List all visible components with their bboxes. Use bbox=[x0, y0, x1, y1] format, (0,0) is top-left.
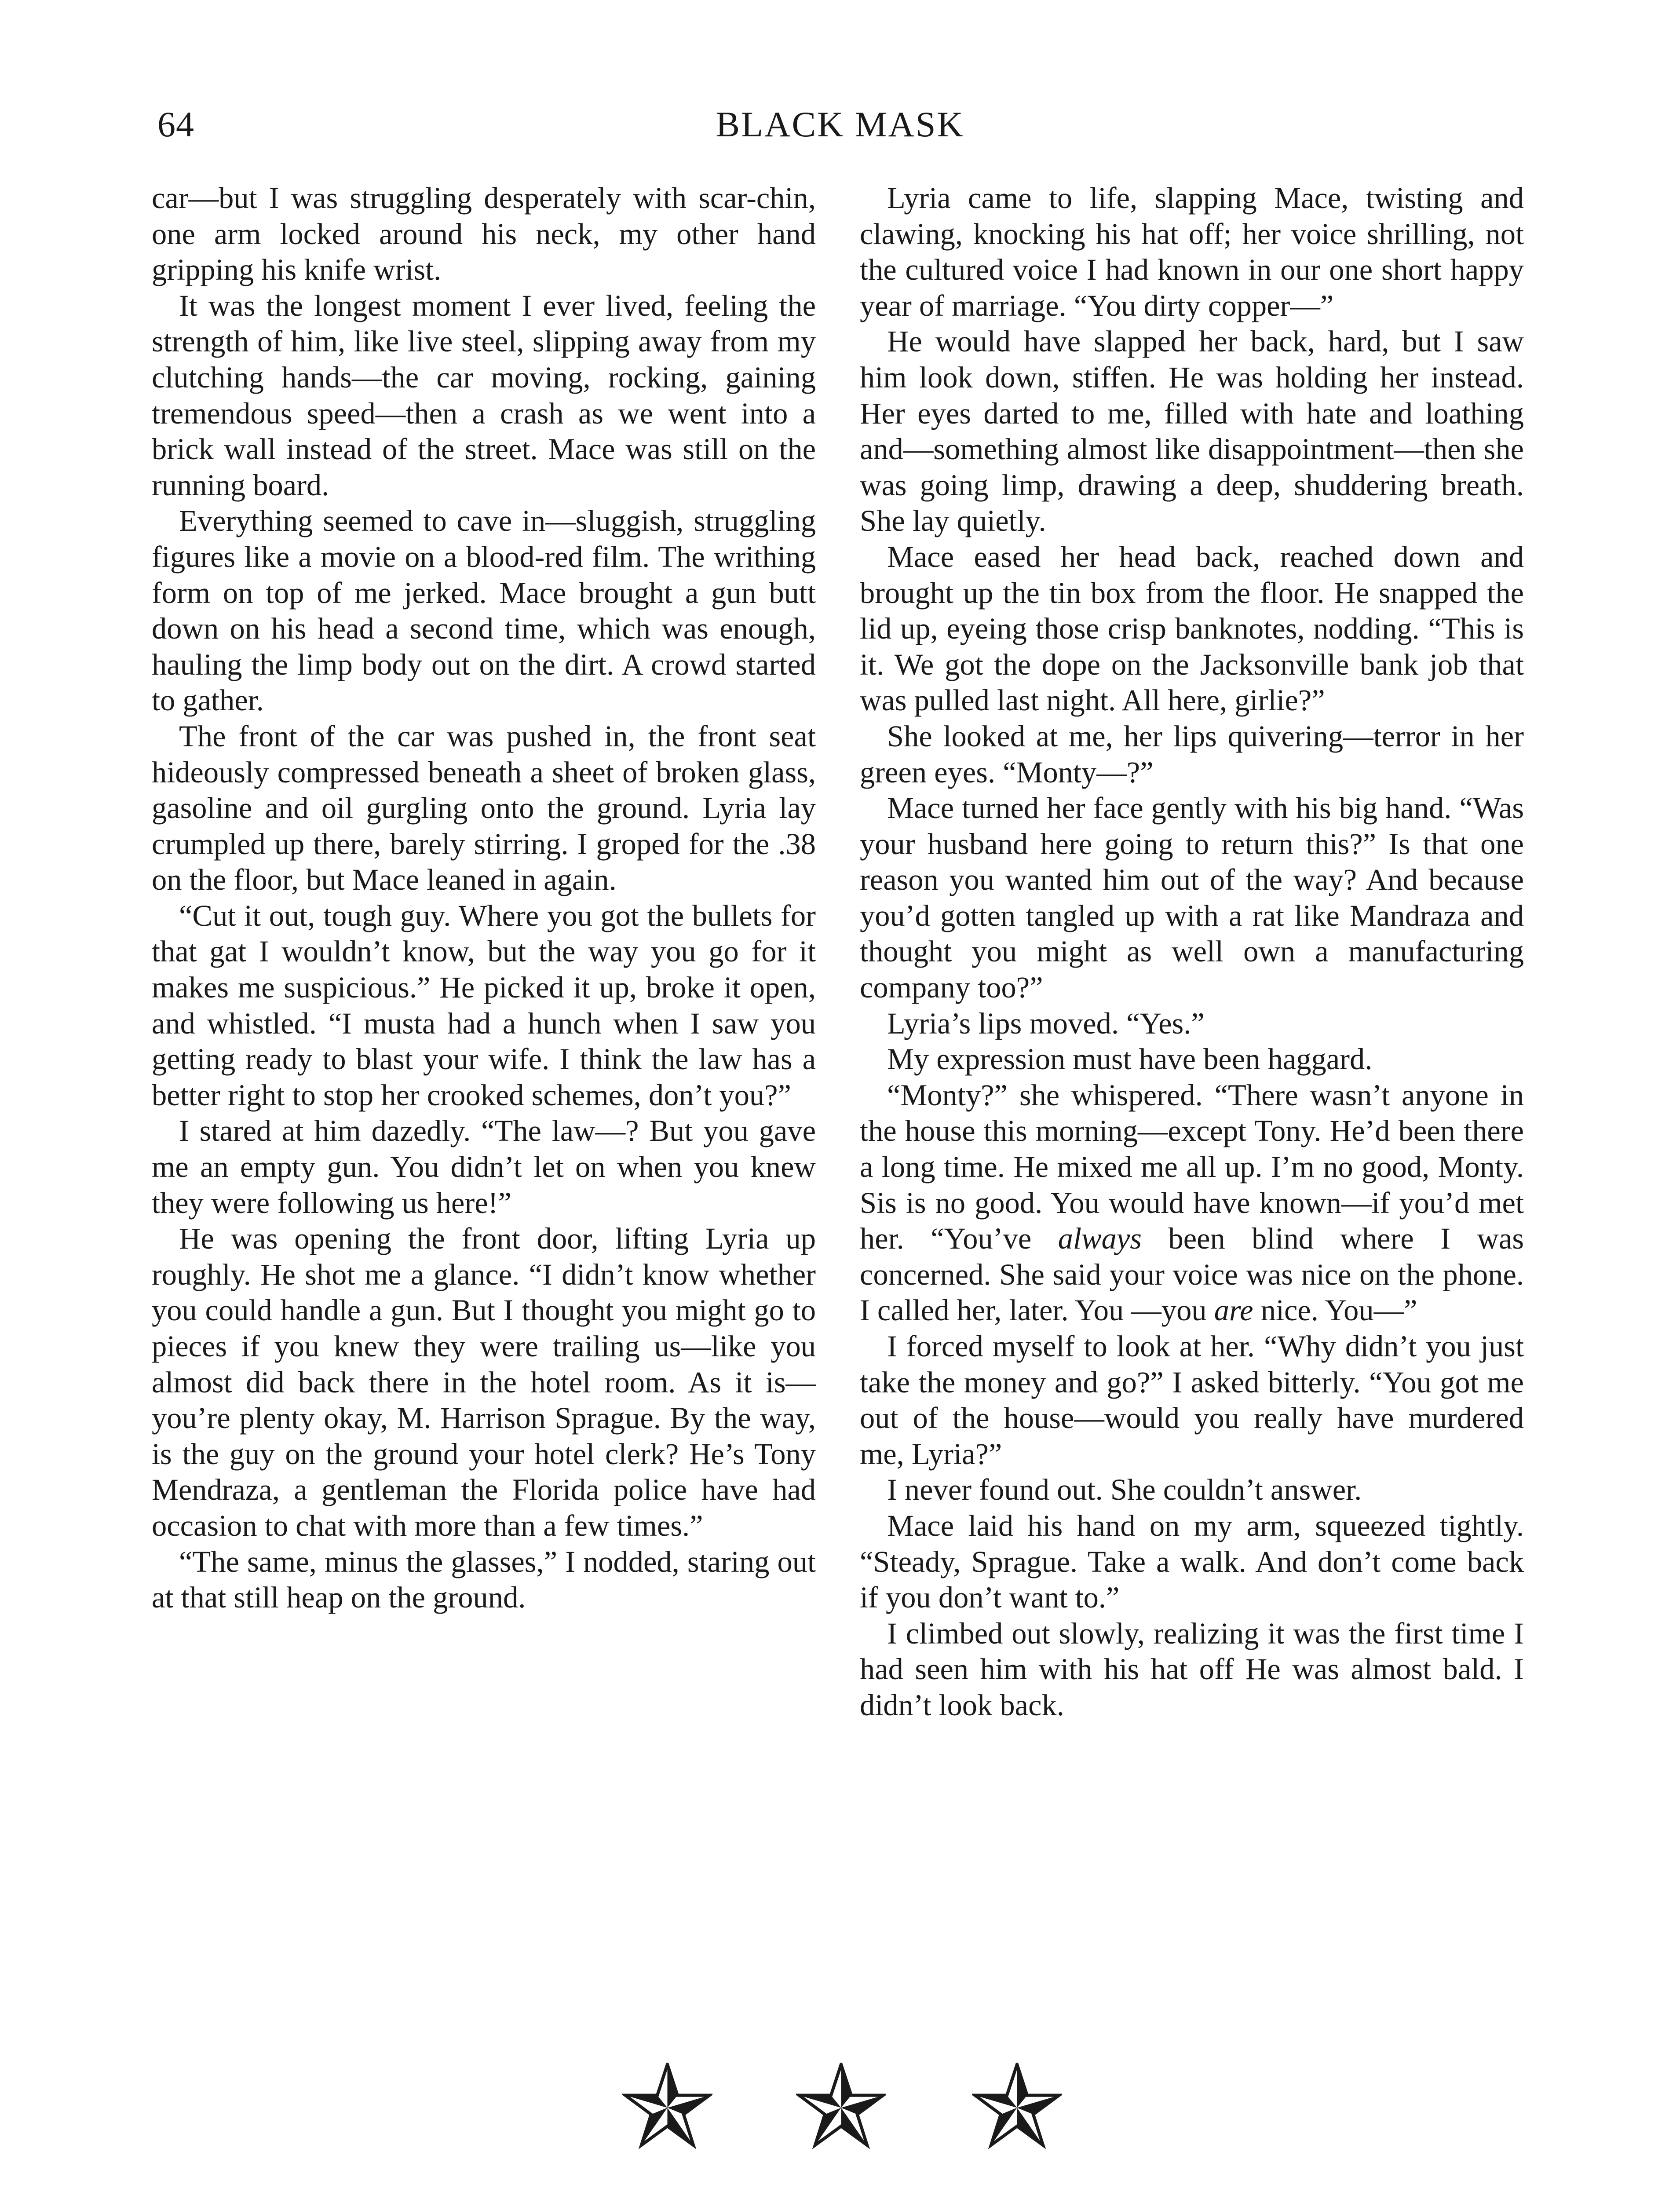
story-column-right bbox=[860, 180, 1524, 1724]
paragraph: Mace laid his hand on my arm, squeezed tightly. “Steady, Sprague. Take a walk. And don’t come back if you don’t want to.” bbox=[860, 1509, 1524, 1615]
paragraph bbox=[860, 1078, 1524, 1329]
paragraph: I forced myself to look at her. “Why didn’t you just take the money and go?” I asked bitterly. “You got me out of the house—would you really have murdered me, Lyria?” bbox=[860, 1330, 1524, 1471]
star-icon bbox=[796, 2063, 886, 2153]
paragraph: Lyria came to life, slapping Mace, twisting and clawing, knocking his hat off; her voice shrilling, not the cultured voice I had known in our one short happy year of marriage. “You dirty copper—” bbox=[860, 181, 1524, 322]
paragraph: Lyria’s lips moved. “Yes.” bbox=[887, 1006, 1205, 1040]
text-run: nice. You—” bbox=[1260, 1293, 1417, 1327]
paragraph: She looked at me, her lips quivering—terror in her green eyes. “Monty—?” bbox=[860, 719, 1524, 789]
text-run: been blind where I was concerned. She said your voice was nice on the phone. I called her, later. You —you bbox=[860, 1222, 1524, 1327]
star-icon bbox=[972, 2063, 1062, 2153]
paragraph: It was the longest moment I ever lived, feeling the strength of him, like live steel, slipping away from my clutching hands—the car moving, rocking, gaining tremendous speed—then a crash as we went into a brick wall instead of the street. Mace was still on the running board. bbox=[152, 289, 816, 502]
paragraph: I climbed out slowly, realizing it was the first time I had seen him with his hat off He was almost bald. I didn’t look back. bbox=[860, 1616, 1524, 1722]
text-run: “Monty?” she whispered. “There wasn’t anyone in the house this morning—except Tony. He’d been there a long time. He mixed me all up. I’m no good, Monty. Sis is no good. You would have known—if you’d met her. “You’ve bbox=[860, 1078, 1524, 1256]
paragraph: “Cut it out, tough guy. Where you got the bullets for that gat I wouldn’t know, but the way you go for it makes me suspicious.” He picked it up, broke it open, and whistled. “I musta had a hunch when I saw you getting ready to blast your wife. I think the law has a better right to stop her crooked schemes, don’t you?” bbox=[152, 899, 816, 1112]
paragraph: “The same, minus the glasses,” I nodded, staring out at that still heap on the ground. bbox=[152, 1545, 816, 1615]
paragraph: The front of the car was pushed in, the front seat hideously compressed beneath a sheet of broken glass, gasoline and oil gurgling onto the ground. Lyria lay crumpled up there, barely stirring. I groped for the .38 on the floor, but Mace leaned in again. bbox=[152, 719, 816, 897]
paragraph: My expression must have been haggard. bbox=[887, 1042, 1373, 1076]
star-icon bbox=[622, 2063, 712, 2153]
paragraph: I never found out. She couldn’t answer. bbox=[887, 1473, 1362, 1507]
italic-text: always bbox=[1058, 1222, 1142, 1256]
story-column-left bbox=[152, 180, 816, 1616]
paragraph: Everything seemed to cave in—sluggish, struggling figures like a movie on a blood-red film. The writhing form on top of me jerked. Mace brought a gun butt down on his head a second time, which was enough, hauling the limp body out on the dirt. A crowd started to gather. bbox=[152, 504, 816, 717]
italic-text: are bbox=[1214, 1293, 1253, 1327]
paragraph: Mace eased her head back, reached down and brought up the tin box from the floor. He snapped the lid up, eyeing those crisp banknotes, nodding. “This is it. We got the dope on the Jacksonville bank job that was pulled last night. All here, girlie?” bbox=[860, 540, 1524, 717]
section-end-ornament bbox=[0, 2058, 1680, 2164]
running-head-title: BLACK MASK bbox=[716, 104, 964, 144]
paragraph: I stared at him dazedly. “The law—? But you gave me an empty gun. You didn’t let on when you knew they were following us here!” bbox=[152, 1114, 816, 1220]
paragraph: He was opening the front door, lifting Lyria up roughly. He shot me a glance. “I didn’t know whether you could handle a gun. But I thought you might go to pieces if you knew they were trailing us—like you almost did back there in the hotel room. As it is—you’re plenty okay, M. Harrison Sprague. By the way, is the guy on the ground your hotel clerk? He’s Tony Mendraza, a gentleman the Florida police have had occasion to chat with more than a few times.” bbox=[152, 1222, 816, 1542]
paragraph: Mace turned her face gently with his big hand. “Was your husband here going to return this?” Is that one reason you wanted him out of the way? And because you’d gotten tangled up with a rat like Mandraza and thought you might as well own a manufacturing company too?” bbox=[860, 791, 1524, 1005]
page-number: 64 bbox=[157, 104, 194, 144]
paragraph: car—but I was struggling desperately with scar-chin, one arm locked around his neck, my other hand gripping his knife wrist. bbox=[152, 181, 816, 287]
paragraph: He would have slapped her back, hard, but I saw him look down, stiffen. He was holding her instead. Her eyes darted to me, filled with hate and loathing and—something almost like disappointment—then she was going limp, drawing a deep, shuddering breath. She lay quietly. bbox=[860, 325, 1524, 538]
